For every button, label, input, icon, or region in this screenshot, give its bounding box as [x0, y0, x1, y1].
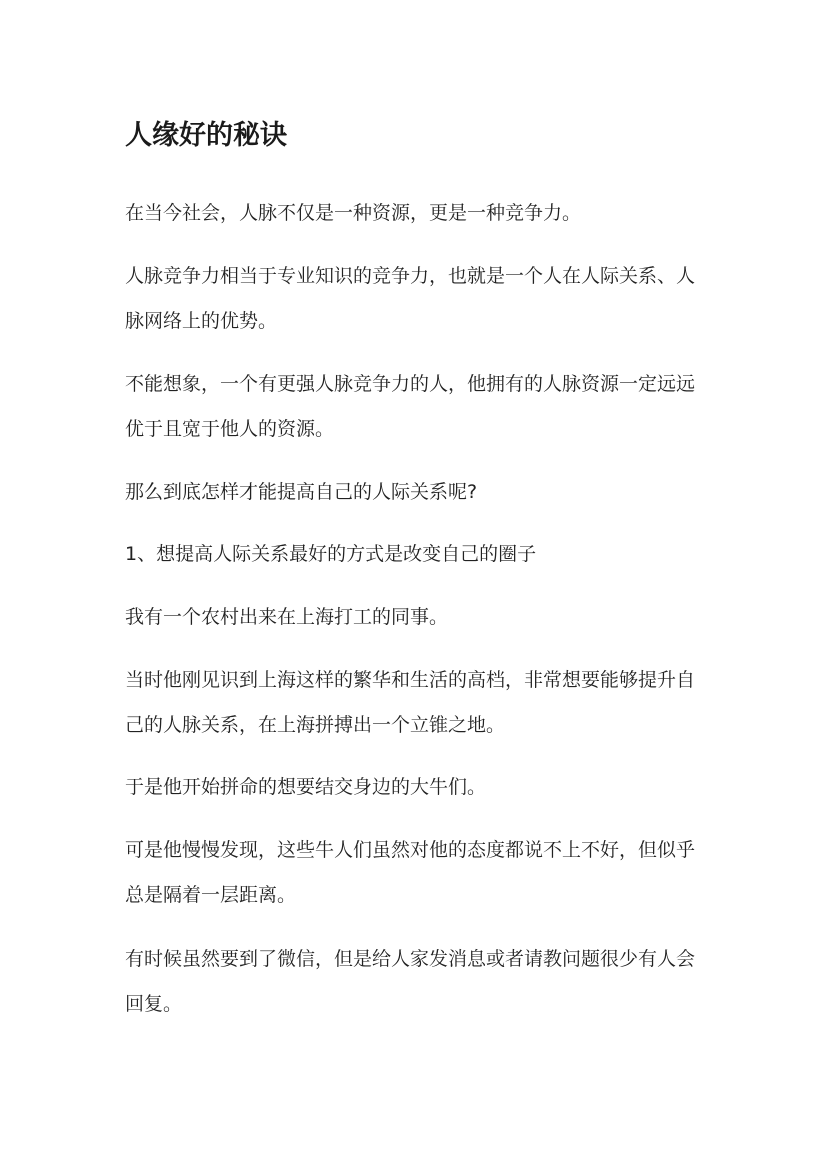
paragraph-1: 在当今社会，人脉不仅是一种资源，更是一种竞争力。	[125, 202, 582, 224]
paragraph-3: 不能想象，一个有更强人脉竞争力的人，他拥有的人脉资源一定远远优于且宽于他人的资源。	[125, 373, 696, 440]
paragraph-4: 那么到底怎样才能提高自己的人际关系呢?	[125, 481, 478, 503]
paragraph-6: 当时他刚见识到上海这样的繁华和生活的高档，非常想要能够提升自己的人脉关系，在上海拼搏出一个立锥之地。	[125, 669, 696, 736]
paragraph-9: 有时候虽然要到了微信，但是给人家发消息或者请教问题很少有人会回复。	[125, 948, 696, 1015]
paragraph-5: 我有一个农村出来在上海打工的同事。	[125, 606, 449, 628]
section-heading-1: 1、想提高人际关系最好的方式是改变自己的圈子	[125, 543, 537, 565]
paragraph-2: 人脉竞争力相当于专业知识的竞争力，也就是一个人在人际关系、人脉网络上的优势。	[125, 265, 696, 332]
article-title: 人缘好的秘诀	[125, 120, 287, 151]
paragraph-8: 可是他慢慢发现，这些牛人们虽然对他的态度都说不上不好，但似乎总是隔着一层距离。	[125, 839, 696, 906]
paragraph-7: 于是他开始拼命的想要结交身边的大牛们。	[125, 776, 487, 798]
